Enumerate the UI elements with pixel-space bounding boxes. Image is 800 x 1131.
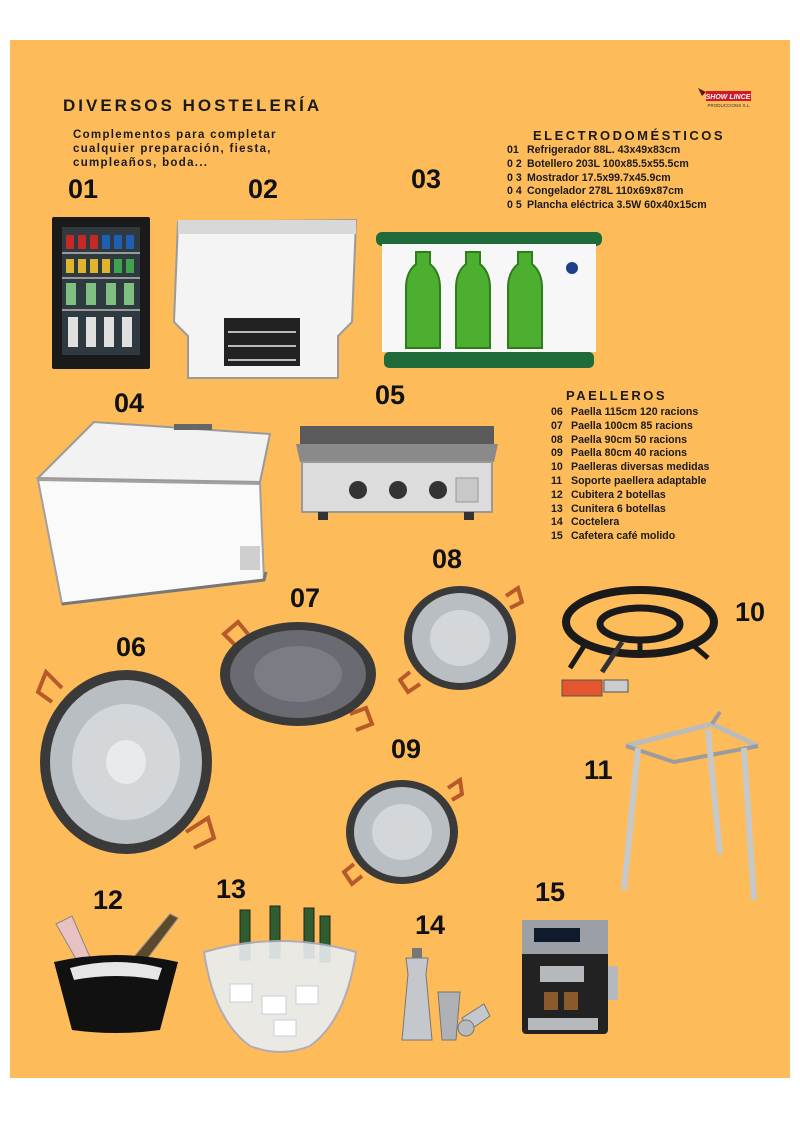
espresso-machine-icon (518, 916, 622, 1038)
list-item: 07 Paella 100cm 85 racions (551, 419, 693, 432)
electro-list (507, 144, 707, 213)
paella-stand-icon (616, 704, 766, 914)
list-item: 09 Paella 80cm 40 racions (551, 447, 688, 460)
page-title: DIVERSOS HOSTELERÍA (63, 96, 323, 115)
cocktail-shaker-icon (398, 944, 494, 1044)
item-number-07: 07 (290, 583, 321, 613)
item-number-10: 10 (735, 597, 766, 627)
logo-sub-text: PRODUCCIONS S.L. (707, 103, 751, 108)
list-item: 06 Paella 115cm 120 racions (551, 406, 699, 418)
item-number-14: 14 (415, 910, 446, 940)
list-item: 0 3 Mostrador 17.5x99.7x45.9cm (507, 171, 671, 184)
list-item: 14 Coctelera (551, 516, 620, 529)
item-number-12: 12 (93, 885, 124, 915)
list-item: 10 Paelleras diversas medidas (551, 461, 710, 474)
logo-main-text: SHOW LINCE (705, 94, 751, 101)
list-item: 08 Paella 90cm 50 racions (551, 433, 688, 446)
item-number-05: 05 (375, 380, 406, 410)
list-item: 01 Refrigerador 88L. 43x49x83cm (507, 144, 681, 156)
page-subtitle: Complementos para completar cualquier preparación, fiesta, cumpleaños, boda... (73, 129, 277, 169)
list-item: 0 4 Congelador 278L 110x69x87cm (507, 185, 684, 198)
company-logo (696, 84, 752, 110)
item-number-08: 08 (432, 544, 463, 574)
item-number-13: 13 (216, 874, 247, 904)
item-number-09: 09 (391, 734, 422, 764)
large-ice-bucket-icon (200, 900, 360, 1058)
item-number-03: 03 (411, 164, 442, 194)
paella-pan-icon (32, 662, 218, 858)
list-item: 12 Cubitera 2 botellas (551, 488, 666, 501)
item-number-06: 06 (116, 632, 147, 662)
item-number-11: 11 (584, 755, 613, 785)
ice-bucket-icon (48, 912, 184, 1036)
item-number-02: 02 (248, 174, 279, 204)
paella-list (551, 406, 709, 544)
item-number-01: 01 (68, 174, 99, 204)
item-number-04: 04 (114, 388, 145, 418)
refrigerator-icon (50, 215, 154, 373)
bottle-cooler-icon (168, 212, 360, 380)
list-item: 0 2 Botellero 203L 100x85.5x55.5cm (507, 157, 689, 170)
list-item: 13 Cunitera 6 botellas (551, 502, 666, 515)
paella-pan-icon (340, 774, 464, 890)
counter-display-icon (376, 232, 602, 370)
gas-burner-icon (544, 580, 720, 716)
list-item: 11 Soporte paellera adaptable (551, 474, 707, 487)
paella-pan-icon (212, 612, 382, 736)
griddle-icon (294, 418, 500, 522)
paella-heading: PAELLEROS (566, 388, 667, 403)
list-item: 0 5 Plancha eléctrica 3.5W 60x40x15cm (507, 199, 707, 212)
chest-freezer-icon (34, 420, 272, 606)
paella-pan-icon (398, 580, 524, 696)
electro-heading: ELECTRODOMÉSTICOS (533, 128, 726, 143)
list-item: 15 Cafetera café molido (551, 530, 676, 543)
item-number-15: 15 (535, 877, 566, 907)
